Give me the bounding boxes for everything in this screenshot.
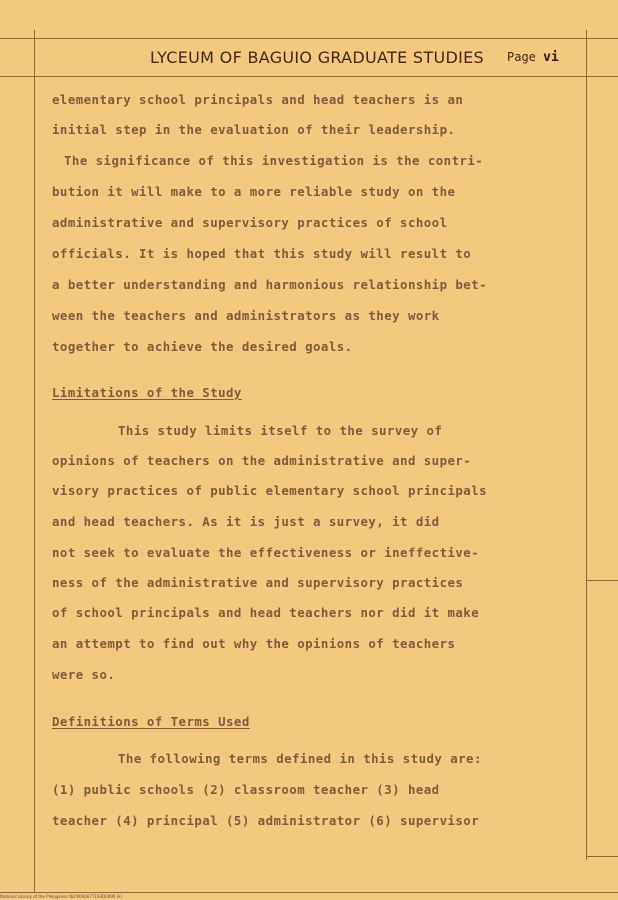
body-line: administrative and supervisory practices of school [52, 215, 448, 230]
body-line: elementary school principals and head teachers is an [52, 92, 464, 107]
body-line: a better understanding and harmonious relationship bet- [52, 277, 488, 292]
body-line: together to achieve the desired goals. [52, 339, 353, 354]
page-title: LYCEUM OF BAGUIO GRADUATE STUDIES [150, 48, 484, 67]
page-number-label [507, 50, 559, 65]
body-line: (1) public schools (2) classroom teacher (3) head [52, 782, 440, 797]
right-margin-rule [586, 30, 587, 860]
body-line: not seek to evaluate the effectiveness or ineffective- [52, 545, 480, 560]
header-bottom-rule [0, 76, 618, 77]
left-margin-rule [34, 30, 35, 892]
body-line: of school principals and head teachers nor did it make [52, 605, 480, 620]
body-line: The significance of this investigation is the contri- [64, 153, 484, 168]
right-tab-rule-2 [586, 856, 618, 857]
body-line: an attempt to find out why the opinions of teachers [52, 636, 456, 651]
right-tab-rule-1 [586, 580, 618, 581]
page-number: vi [543, 50, 559, 65]
body-line: This study limits itself to the survey of [118, 423, 443, 438]
body-line: ween the teachers and administrators as they work [52, 308, 440, 323]
body-line: officials. It is hoped that this study will result to [52, 246, 472, 261]
scan-footer: National Library of the Philippines NLP0000077193D0096 (ii) [0, 894, 122, 899]
body-line: opinions of teachers on the administrative and super- [52, 453, 472, 468]
body-line: initial step in the evaluation of their leadership. [52, 122, 456, 137]
body-line: ness of the administrative and supervisory practices [52, 575, 464, 590]
body-line: The following terms defined in this study are: [118, 751, 482, 766]
body-line: bution it will make to a more reliable study on the [52, 184, 456, 199]
section-heading-definitions: Definitions of Terms Used [52, 714, 250, 729]
body-line: visory practices of public elementary school principals [52, 483, 488, 498]
body-line: and head teachers. As it is just a survey, it did [52, 514, 440, 529]
body-line: were so. [52, 667, 116, 682]
page-label: Page [507, 50, 536, 64]
page-header [34, 38, 586, 76]
bottom-rule [0, 892, 618, 893]
body-line: teacher (4) principal (5) administrator (6) supervisor [52, 813, 480, 828]
section-heading-limitations: Limitations of the Study [52, 385, 242, 400]
